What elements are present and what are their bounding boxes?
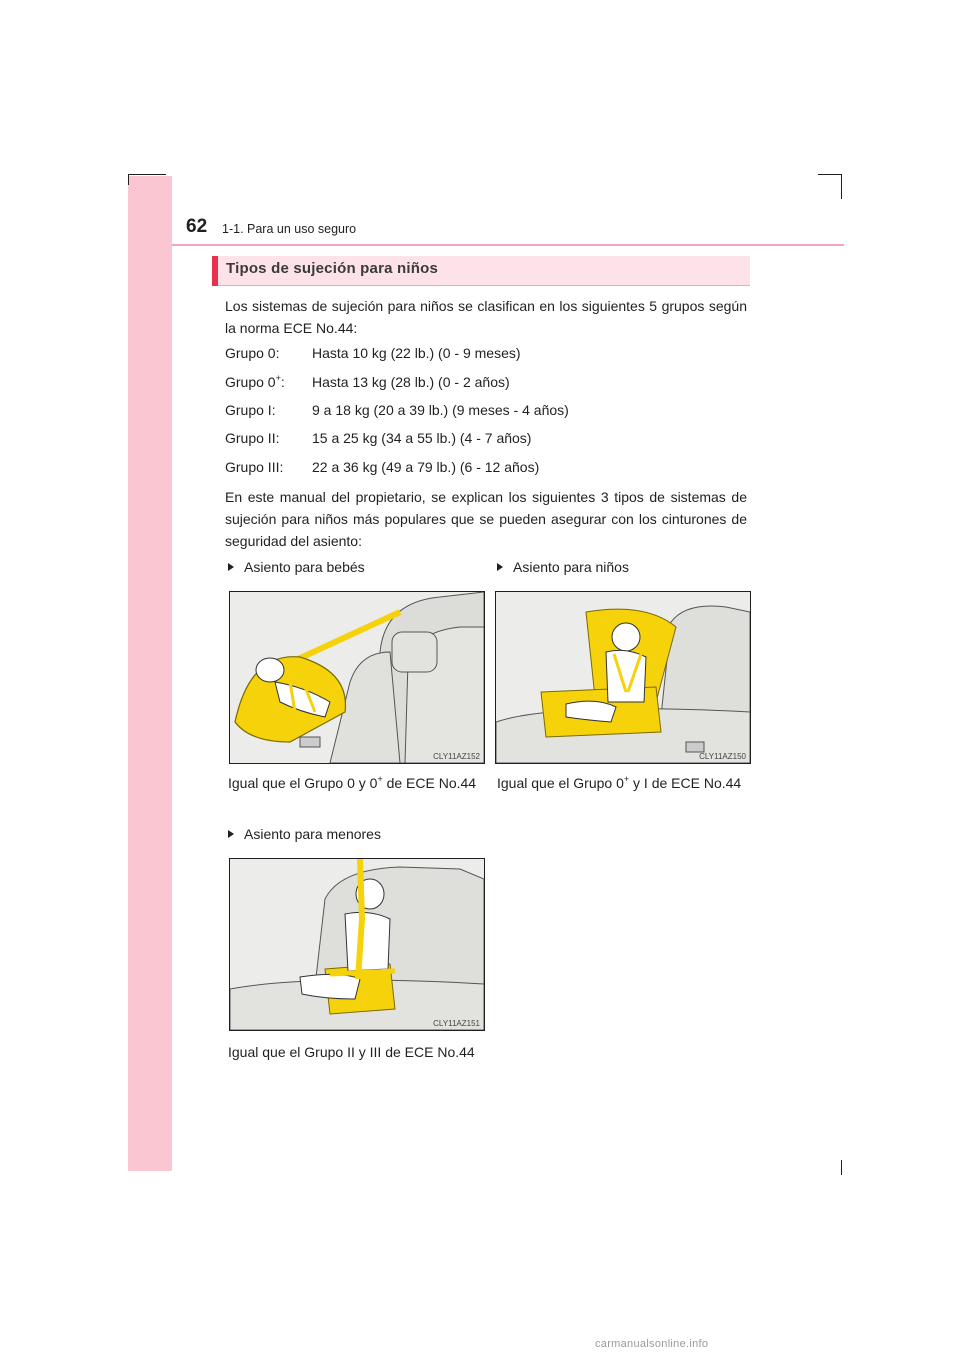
- section-title: Tipos de sujeción para niños: [226, 260, 439, 277]
- group-description: 9 a 18 kg (20 a 39 lb.) (9 meses - 4 años): [312, 402, 569, 418]
- crop-mark-bottom-right: [841, 1160, 842, 1175]
- image-code: CLY11AZ150: [699, 752, 746, 761]
- child-seat-illustration: [495, 591, 751, 764]
- crop-mark-top-right-v: [841, 174, 842, 199]
- section-heading: [212, 256, 750, 286]
- infant-seat-illustration: [229, 591, 485, 764]
- group-label: Grupo II:: [225, 430, 280, 446]
- intro-paragraph: Los sistemas de sujeción para niños se clasifican en los siguientes 5 grupos según la norma ECE No.44:: [225, 298, 747, 336]
- group-description: Hasta 10 kg (22 lb.) (0 - 9 meses): [312, 345, 521, 361]
- group-label: Grupo III:: [225, 459, 284, 475]
- group-label: Grupo 0:: [225, 345, 280, 361]
- footer-watermark: carmanualsonline.info: [595, 1338, 709, 1350]
- booster-seat-illustration: [229, 858, 485, 1031]
- triangle-bullet-icon: [497, 563, 503, 571]
- header-rule: [172, 244, 844, 246]
- item-heading-child: Asiento para niños: [497, 559, 629, 575]
- types-paragraph: En este manual del propietario, se explican los siguientes 3 tipos de sistemas de sujeción para niños más populares que se pueden asegurar con los cinturones de seguridad del asiento:: [225, 489, 747, 549]
- group-description: 22 a 36 kg (49 a 79 lb.) (6 - 12 años): [312, 459, 540, 475]
- caption-child: Igual que el Grupo 0+ y I de ECE No.44: [497, 774, 742, 791]
- item-heading-infant: Asiento para bebés: [228, 559, 365, 575]
- group-label: Grupo I:: [225, 402, 276, 418]
- group-label: Grupo 0+:: [225, 373, 285, 390]
- image-code: CLY11AZ152: [433, 752, 480, 761]
- caption-booster: Igual que el Grupo II y III de ECE No.44: [228, 1044, 475, 1060]
- section-reference: 1-1. Para un uso seguro: [222, 222, 357, 236]
- crop-mark-top-right-h: [818, 174, 842, 175]
- group-description: Hasta 13 kg (28 lb.) (0 - 2 años): [312, 374, 510, 390]
- side-tab-bar: [128, 176, 172, 1171]
- image-code: CLY11AZ151: [433, 1019, 480, 1028]
- triangle-bullet-icon: [228, 830, 234, 838]
- item-heading-booster: Asiento para menores: [228, 826, 381, 842]
- caption-infant: Igual que el Grupo 0 y 0+ de ECE No.44: [228, 774, 477, 791]
- page-number: 62: [186, 216, 208, 237]
- group-description: 15 a 25 kg (34 a 55 lb.) (4 - 7 años): [312, 430, 532, 446]
- heading-accent: [212, 256, 218, 286]
- crop-mark-top-left-h: [128, 174, 166, 175]
- crop-mark-top-left: [128, 174, 129, 185]
- triangle-bullet-icon: [228, 563, 234, 571]
